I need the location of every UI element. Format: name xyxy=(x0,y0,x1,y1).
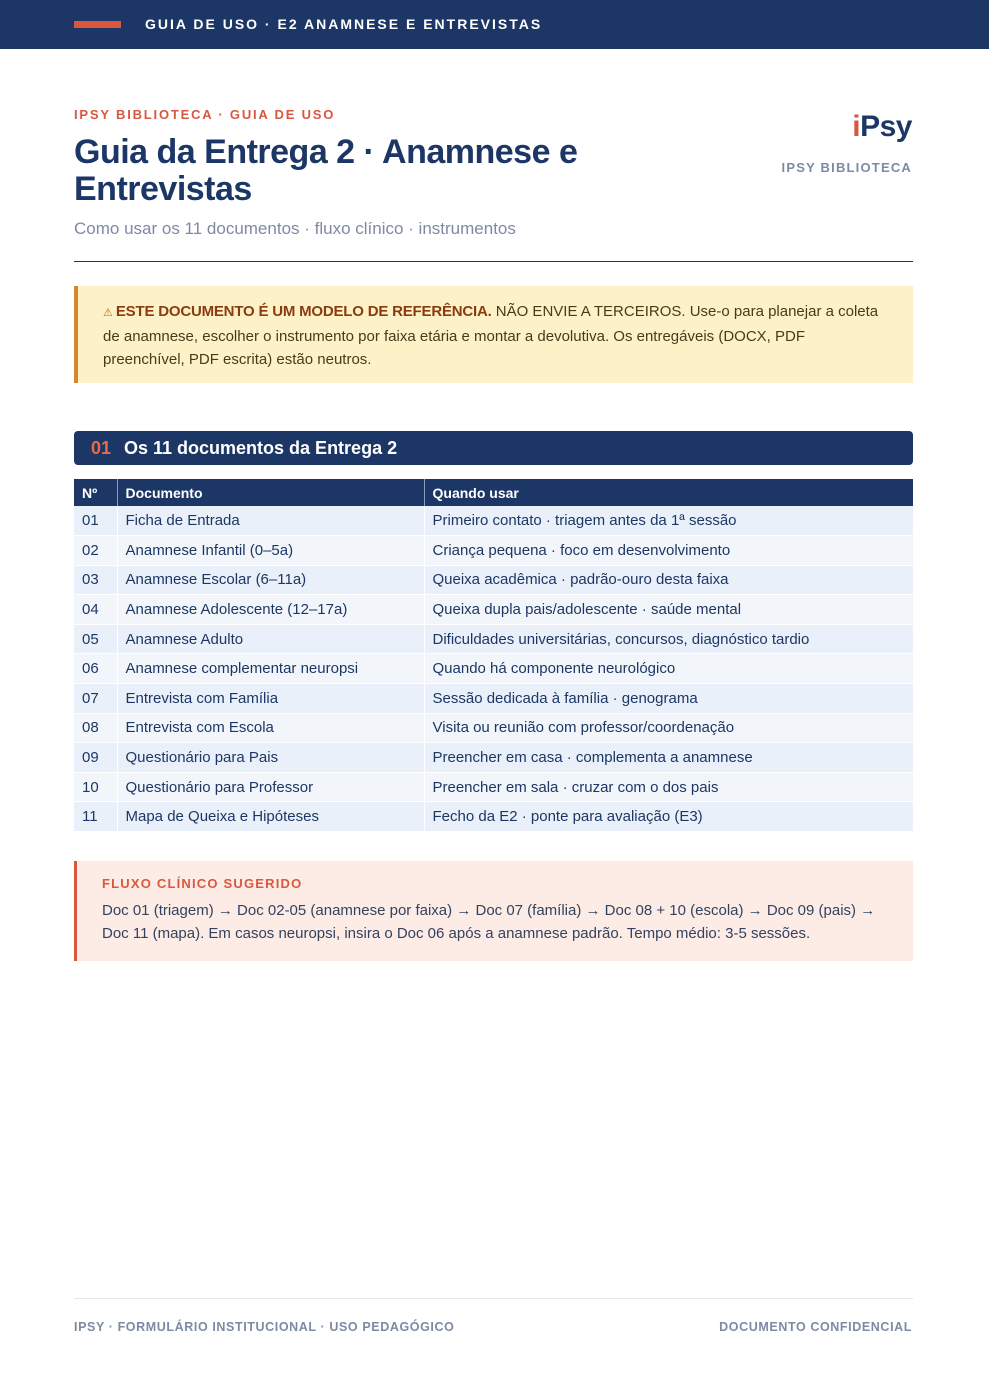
cell-number: 07 xyxy=(74,684,117,714)
header-divider xyxy=(74,261,913,262)
table-row xyxy=(74,506,913,536)
brand-logo xyxy=(852,110,912,144)
column-header-document: Documento xyxy=(117,479,424,506)
page-kicker: IPSY BIBLIOTECA · GUIA DE USO xyxy=(74,107,336,122)
cell-document: Questionário para Pais xyxy=(117,743,424,773)
footer-left: IPSY · FORMULÁRIO INSTITUCIONAL · USO PEDAGÓGICO xyxy=(74,1320,455,1334)
column-header-number: Nº xyxy=(74,479,117,506)
cell-document: Entrevista com Escola xyxy=(117,713,424,743)
cell-document: Ficha de Entrada xyxy=(117,506,424,536)
page-title: Guia da Entrega 2 · Anamnese e Entrevistas xyxy=(74,133,578,208)
table-row xyxy=(74,565,913,595)
cell-number: 04 xyxy=(74,595,117,625)
warning-lead: ESTE DOCUMENTO É UM MODELO DE REFERÊNCIA. xyxy=(115,303,492,320)
top-banner xyxy=(0,0,989,49)
cell-when: Primeiro contato · triagem antes da 1ª sessão xyxy=(424,506,913,536)
banner-accent-bar xyxy=(74,21,121,28)
cell-document: Anamnese Escolar (6–11a) xyxy=(117,565,424,595)
cell-number: 06 xyxy=(74,654,117,684)
cell-when: Queixa dupla pais/adolescente · saúde mental xyxy=(424,595,913,625)
brand-logo-name: Psy xyxy=(860,110,912,143)
cell-number: 01 xyxy=(74,506,117,536)
cell-when: Criança pequena · foco em desenvolvimento xyxy=(424,536,913,566)
section-header xyxy=(74,431,913,465)
table-row xyxy=(74,772,913,802)
cell-document: Questionário para Professor xyxy=(117,772,424,802)
cell-number: 09 xyxy=(74,743,117,773)
brand-logo-accent: i xyxy=(852,110,861,143)
cell-number: 10 xyxy=(74,772,117,802)
cell-when: Quando há componente neurológico xyxy=(424,654,913,684)
cell-when: Fecho da E2 · ponte para avaliação (E3) xyxy=(424,802,913,832)
flow-text: Doc 01 (triagem) → Doc 02-05 (anamnese por faixa) → Doc 07 (família) → Doc 08 + 10 (escola) → Doc 09 (pais) → Doc 11 (mapa). Em casos neuropsi, insira o Doc 06 após a anamnese padrão. Tempo médio: 3-5 sessões. xyxy=(102,902,876,942)
table-row xyxy=(74,743,913,773)
column-header-when: Quando usar xyxy=(424,479,913,506)
cell-number: 05 xyxy=(74,624,117,654)
table-row xyxy=(74,536,913,566)
cell-number: 03 xyxy=(74,565,117,595)
table-row xyxy=(74,684,913,714)
cell-when: Sessão dedicada à família · genograma xyxy=(424,684,913,714)
table-row xyxy=(74,654,913,684)
cell-number: 02 xyxy=(74,536,117,566)
section-title: Os 11 documentos da Entrega 2 xyxy=(124,438,398,458)
cell-when: Queixa acadêmica · padrão-ouro desta faixa xyxy=(424,565,913,595)
table-header-row xyxy=(74,479,913,506)
section-number: 01 xyxy=(91,438,112,458)
flow-title: FLUXO CLÍNICO SUGERIDO xyxy=(102,876,303,891)
footer-divider xyxy=(74,1298,913,1299)
table-body xyxy=(74,506,913,832)
table-row xyxy=(74,624,913,654)
footer-right: DOCUMENTO CONFIDENCIAL xyxy=(719,1320,912,1334)
table-row xyxy=(74,713,913,743)
documents-table xyxy=(74,479,913,832)
cell-when: Preencher em casa · complementa a anamnese xyxy=(424,743,913,773)
cell-when: Preencher em sala · cruzar com o dos pais xyxy=(424,772,913,802)
brand-subtitle: IPSY BIBLIOTECA xyxy=(781,160,912,175)
cell-when: Visita ou reunião com professor/coordenação xyxy=(424,713,913,743)
cell-document: Entrevista com Família xyxy=(117,684,424,714)
cell-document: Anamnese complementar neuropsi xyxy=(117,654,424,684)
table-row xyxy=(74,802,913,832)
cell-number: 08 xyxy=(74,713,117,743)
flow-callout xyxy=(74,861,913,961)
cell-when: Dificuldades universitárias, concursos, diagnóstico tardio xyxy=(424,624,913,654)
cell-document: Mapa de Queixa e Hipóteses xyxy=(117,802,424,832)
page-subtitle: Como usar os 11 documentos · fluxo clínico · instrumentos xyxy=(74,219,516,238)
table-row xyxy=(74,595,913,625)
warning-icon: ⚠ xyxy=(103,307,113,319)
warning-callout xyxy=(74,286,913,383)
banner-label: GUIA DE USO · E2 ANAMNESE E ENTREVISTAS xyxy=(145,16,543,32)
cell-document: Anamnese Adolescente (12–17a) xyxy=(117,595,424,625)
warning-text: NÃO ENVIE A TERCEIROS. Use-o para planejar a coleta de anamnese, escolher o instrumento por faixa etária e montar a devolutiva. Os entregáveis (DOCX, PDF preenchível, PDF escrita) estão neutros. xyxy=(103,303,879,368)
cell-document: Anamnese Infantil (0–5a) xyxy=(117,536,424,566)
cell-number: 11 xyxy=(74,802,117,832)
cell-document: Anamnese Adulto xyxy=(117,624,424,654)
